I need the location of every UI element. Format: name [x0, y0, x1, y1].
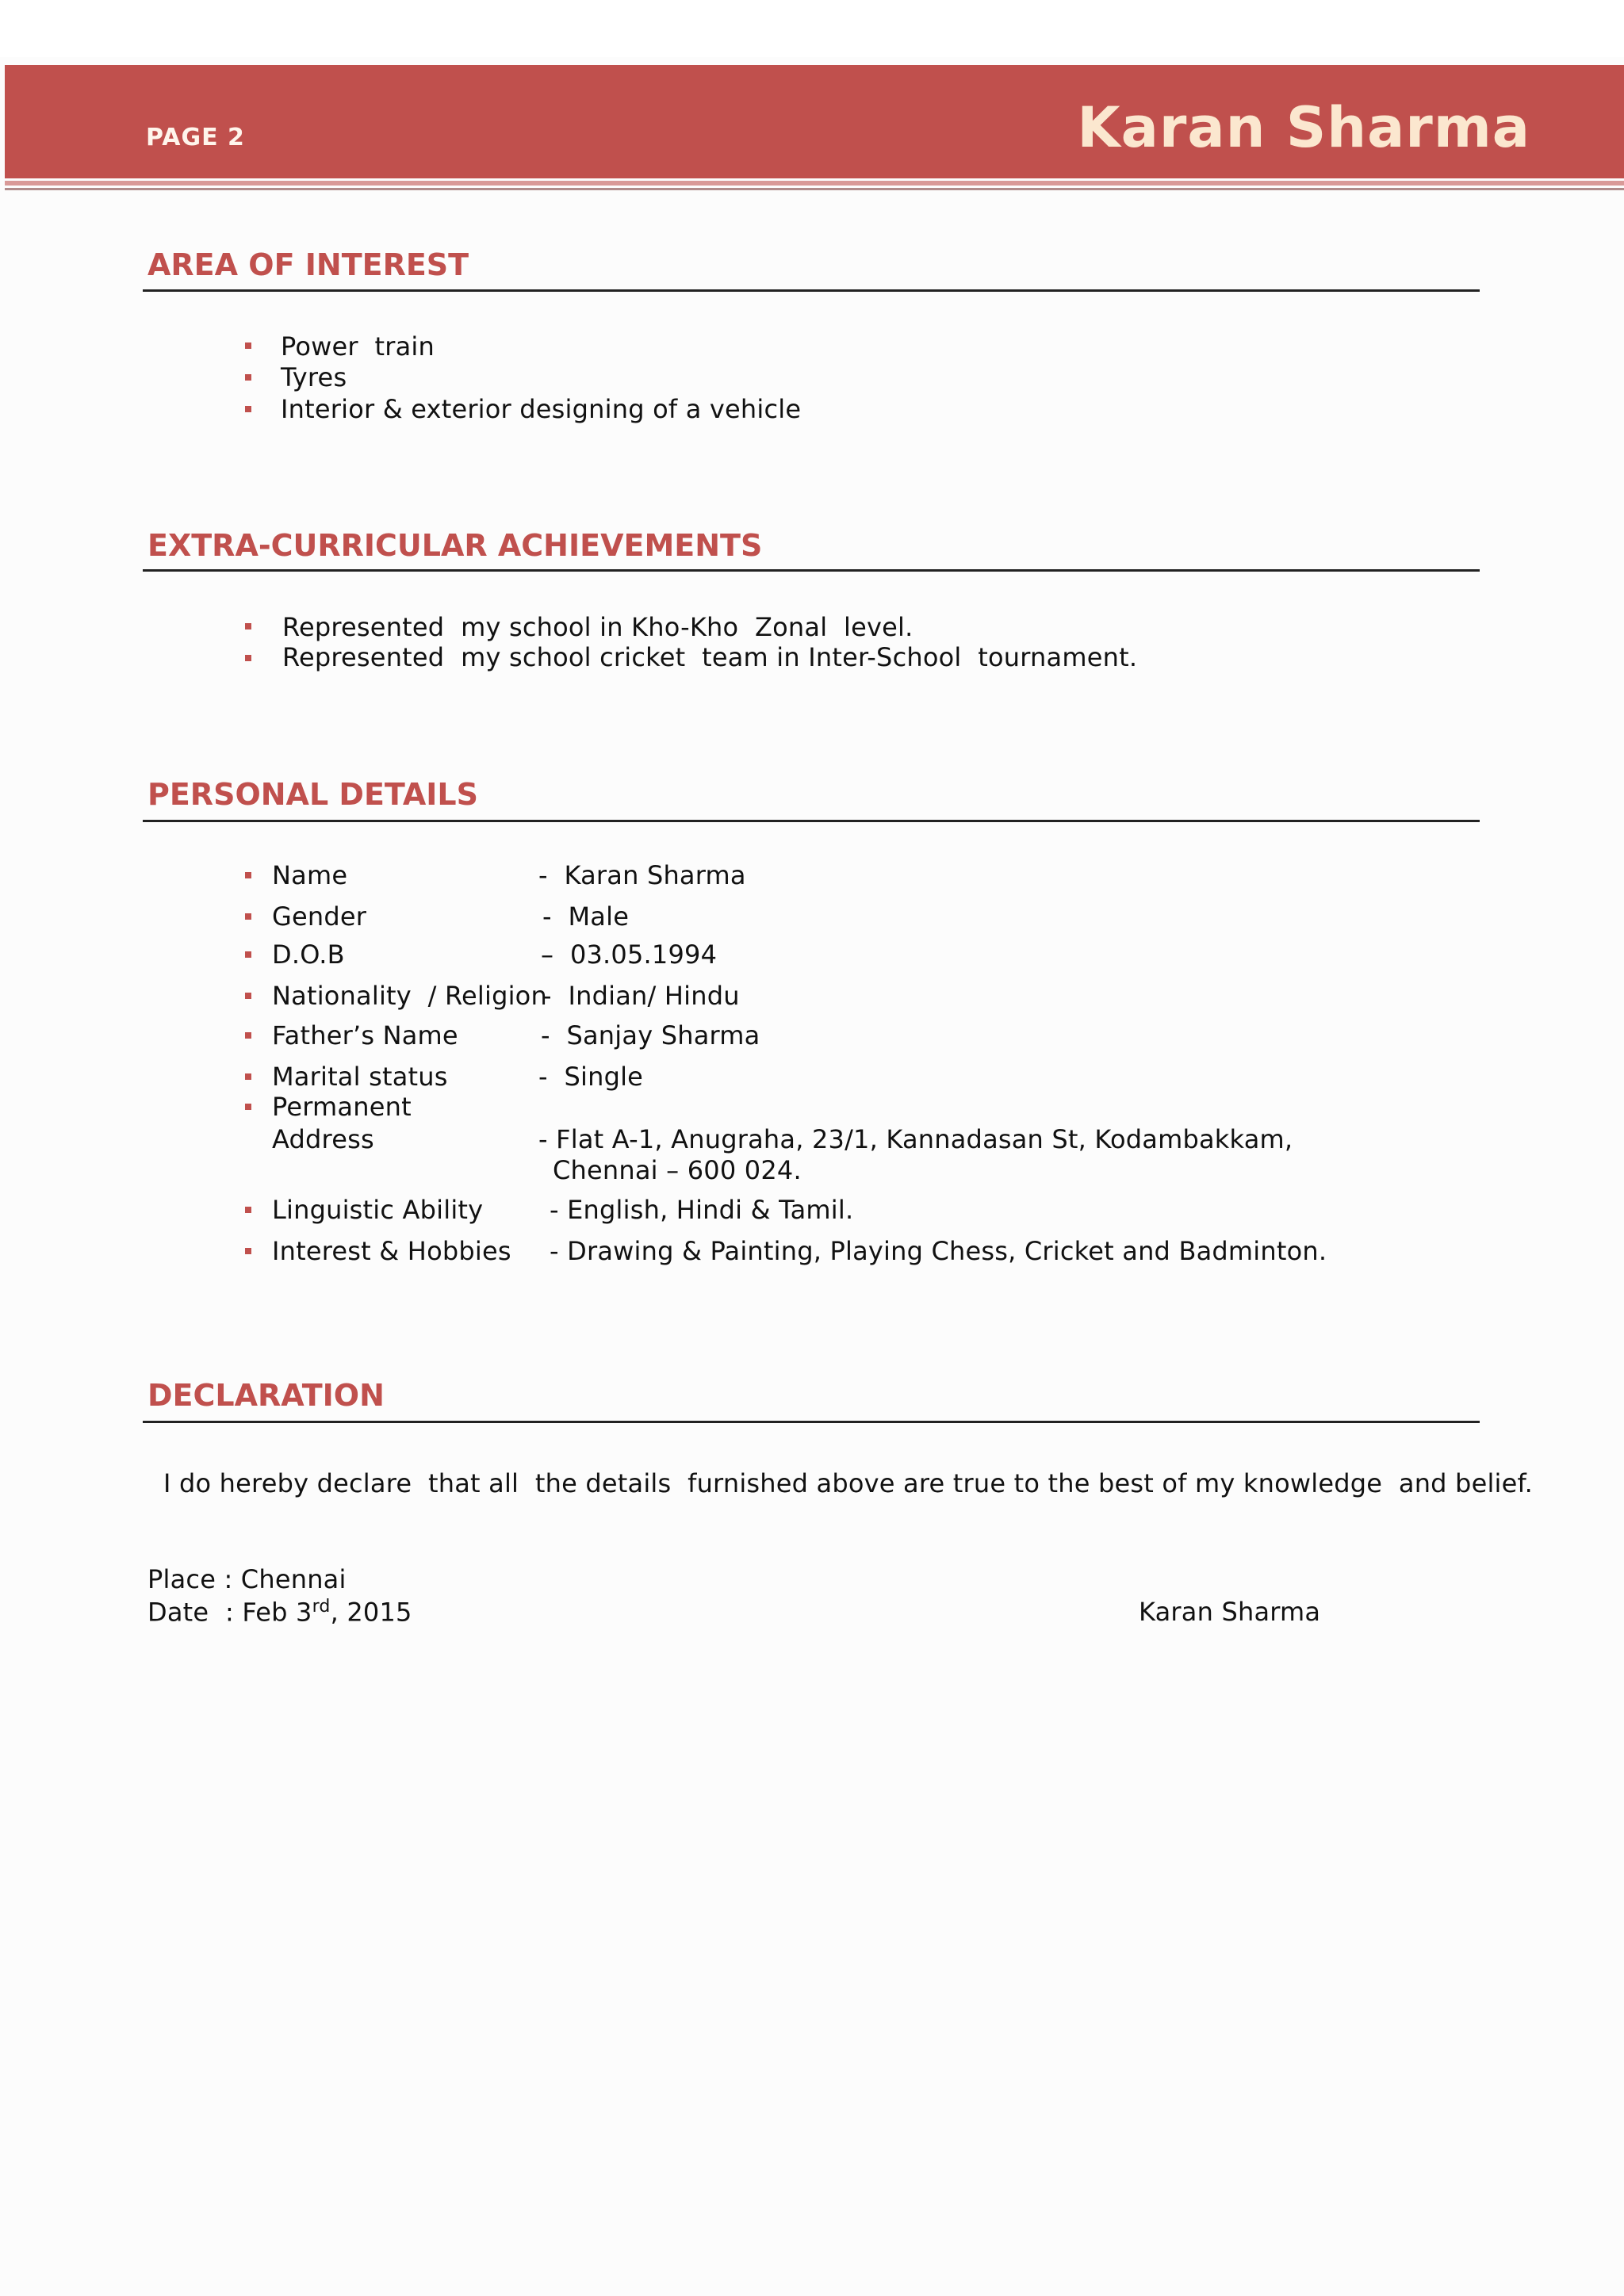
bullet-icon [245, 1073, 251, 1080]
header-rule-thin [5, 188, 1624, 190]
detail-label-marital: Marital status [272, 1062, 448, 1092]
section-title-personal-details: PERSONAL DETAILS [147, 777, 478, 812]
detail-value-gender: - Male [542, 901, 630, 932]
detail-value-hobbies: - Drawing & Painting, Playing Chess, Cricket and Badminton. [550, 1236, 1327, 1266]
date-line [147, 1597, 412, 1628]
detail-value-address: - Flat A-1, Anugraha, 23/1, Kannadasan St, Kodambakkam, [538, 1124, 1293, 1154]
bullet-icon [245, 993, 251, 999]
section-title-extra-curricular: EXTRA-CURRICULAR ACHIEVEMENTS [147, 528, 763, 563]
detail-value-father: - Sanjay Sharma [541, 1020, 760, 1050]
place-line: Place : Chennai [147, 1564, 347, 1594]
detail-value-dob: – 03.05.1994 [541, 939, 718, 970]
detail-label-gender: Gender [272, 901, 367, 932]
page-top-margin [0, 0, 1624, 57]
bullet-icon [245, 951, 251, 958]
bullet-icon [245, 1248, 251, 1254]
detail-label-hobbies: Interest & Hobbies [272, 1236, 511, 1266]
bullet-icon [245, 1104, 251, 1110]
detail-value-nationality: - Indian/ Hindu [542, 981, 740, 1011]
detail-label-address: Address [272, 1124, 374, 1154]
list-item: Represented my school cricket team in Inter-School tournament. [282, 642, 1138, 672]
detail-label-name: Name [272, 860, 348, 890]
bullet-icon [245, 1207, 251, 1213]
date-superscript: rd [312, 1597, 331, 1617]
section-rule [143, 1421, 1480, 1423]
section-rule [143, 289, 1480, 292]
date-suffix: , 2015 [330, 1597, 412, 1628]
detail-value-name: - Karan Sharma [538, 860, 746, 890]
list-item: Tyres [281, 362, 347, 392]
detail-label-permanent: Permanent [272, 1092, 412, 1122]
bullet-icon [245, 872, 251, 878]
bullet-icon [245, 374, 251, 381]
section-title-area-of-interest: AREA OF INTEREST [147, 247, 469, 282]
date-prefix: Date : Feb 3 [147, 1597, 312, 1628]
bullet-icon [245, 655, 251, 661]
detail-label-linguistic: Linguistic Ability [272, 1195, 484, 1225]
bullet-icon [245, 342, 251, 349]
section-rule [143, 569, 1480, 572]
detail-label-father: Father’s Name [272, 1020, 458, 1050]
signature-name: Karan Sharma [1139, 1597, 1321, 1627]
declaration-text: I do hereby declare that all the details furnished above are true to the best of my knowledge and belief. [163, 1468, 1534, 1498]
header-rule [5, 181, 1624, 186]
list-item: Interior & exterior designing of a vehicle [281, 394, 802, 424]
bullet-icon [245, 913, 251, 920]
detail-label-nationality: Nationality / Religion [272, 981, 547, 1011]
bullet-icon [245, 1032, 251, 1039]
header-name: Karan Sharma [1077, 95, 1530, 160]
bullet-icon [245, 623, 251, 629]
detail-label-dob: D.O.B [272, 939, 345, 970]
section-title-declaration: DECLARATION [147, 1378, 385, 1413]
bullet-icon [245, 406, 251, 412]
detail-value-address-line2: Chennai – 600 024. [553, 1155, 802, 1185]
detail-value-linguistic: - English, Hindi & Tamil. [550, 1195, 854, 1225]
section-rule [143, 820, 1480, 822]
list-item: Represented my school in Kho-Kho Zonal level. [282, 612, 914, 642]
list-item: Power train [281, 331, 435, 362]
detail-value-marital: - Single [538, 1062, 644, 1092]
page-number-label: PAGE 2 [146, 124, 245, 151]
